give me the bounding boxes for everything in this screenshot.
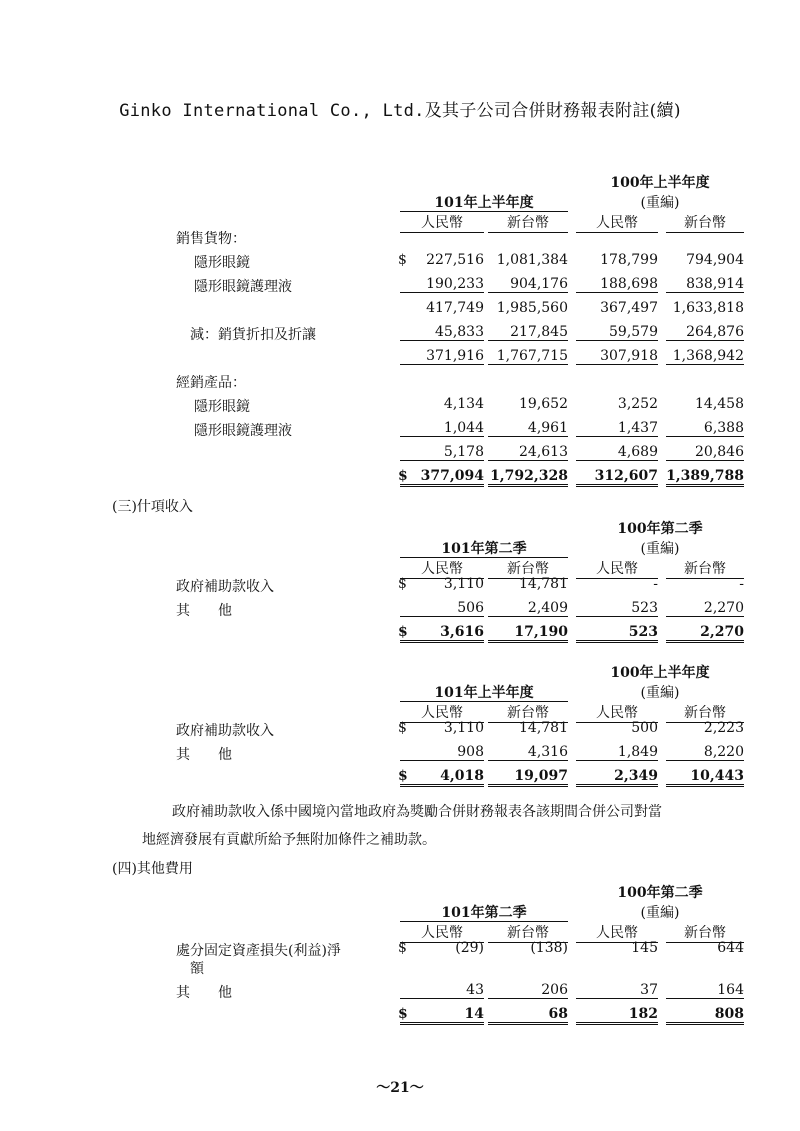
misc-h1-row2-val-3: 8,220 — [666, 744, 744, 761]
sales-net-1-val-2: 307,918 — [576, 348, 658, 365]
misc-h1-table-current-underline — [400, 701, 568, 702]
sales-subtotal-2-val-1: 24,613 — [488, 444, 568, 461]
other-q2-table-col-ntd-1: 新台幣 — [488, 922, 568, 943]
misc-h1-row2-label: 其 他 — [176, 747, 232, 763]
sales-contact-val-0: 227,516 — [426, 252, 484, 268]
sales-subtotal-1-val-1: 1,985,560 — [496, 300, 568, 316]
misc-h1-row2-val-2: 1,849 — [576, 744, 658, 761]
misc-h1-row1-val-2: 500 — [631, 720, 658, 736]
page-title — [0, 96, 800, 121]
misc-q2-row1-label: 政府補助款收入 — [176, 579, 274, 595]
other-q2-row1-dollar: $ — [398, 940, 407, 956]
sales-contact2-label: 隱形眼鏡 — [194, 399, 250, 415]
sales-total-dollar: $ — [398, 468, 408, 484]
sales-total-val-2: 312,607 — [576, 468, 658, 487]
misc-q2-row2-label: 其 他 — [176, 603, 232, 619]
misc-q2-row2-val-1: 2,409 — [488, 600, 568, 617]
other-q2-row2-val-2: 37 — [576, 982, 658, 999]
other-q2-total-val-1: 68 — [488, 1006, 568, 1025]
misc-q2-row1-dollar: $ — [398, 576, 407, 592]
misc-q2-table-prior-period: 100年第二季 — [617, 521, 703, 537]
sales-table-current-period: 101年上半年度 — [434, 195, 534, 211]
misc-h1-table-col-rmb-2: 人民幣 — [576, 702, 658, 723]
misc-q2-total-val-2: 523 — [576, 624, 658, 643]
other-q2-table-prior-restated: (重編) — [640, 905, 680, 921]
sales-total-val-1: 1,792,328 — [488, 468, 568, 487]
sales-net-1-val-0: 371,916 — [400, 348, 484, 365]
sales-table-col-ntd-3: 新台幣 — [666, 212, 744, 233]
sales-subtotal-1-val-0: 417,749 — [426, 300, 484, 316]
other-q2-total-dollar: $ — [398, 1006, 408, 1022]
other-q2-row2-val-0: 43 — [400, 982, 484, 999]
misc-h1-row1-dollar: $ — [398, 720, 407, 736]
misc-h1-total-val-3: 10,443 — [666, 768, 744, 787]
note-paragraph-line-1: 政府補助款收入係中國境內當地政府為獎勵合併財務報表各該期間合併公司對當 — [172, 804, 662, 820]
misc-h1-total-val-2: 2,349 — [576, 768, 658, 787]
sales-table-col-rmb-2: 人民幣 — [576, 212, 658, 233]
misc-q2-row2-val-0: 506 — [400, 600, 484, 617]
misc-h1-table-col-rmb-0: 人民幣 — [400, 702, 484, 723]
misc-h1-table-prior-period: 100年上半年度 — [610, 665, 710, 681]
sales-total-val-3: 1,389,788 — [666, 468, 744, 487]
misc-h1-total-dollar: $ — [398, 768, 408, 784]
other-q2-table-col-rmb-2: 人民幣 — [576, 922, 658, 943]
misc-h1-total-val-1: 19,097 — [488, 768, 568, 787]
sales-contact-label: 隱形眼鏡 — [194, 255, 250, 271]
sales-subtotal-1-val-2: 367,497 — [600, 300, 658, 316]
sales-contact2-val-3: 14,458 — [695, 396, 744, 412]
sales-contact2-val-0: 4,134 — [443, 396, 484, 412]
sales-solution2-label: 隱形眼鏡護理液 — [194, 423, 292, 439]
misc-h1-row1-val-3: 2,223 — [703, 720, 744, 736]
sales-solution-val-0: 190,233 — [400, 276, 484, 293]
misc-q2-table-col-ntd-1: 新台幣 — [488, 558, 568, 579]
company-name: Ginko International Co., Ltd. — [119, 101, 425, 121]
misc-q2-table-prior-restated: (重編) — [640, 541, 680, 557]
sales-section-goods: 銷售貨物： — [176, 231, 246, 247]
other-q2-table-col-ntd-3: 新台幣 — [666, 922, 744, 943]
other-q2-row1-label-a: 處分固定資產損失(利益)淨 — [176, 943, 341, 959]
sales-solution-val-1: 904,176 — [488, 276, 568, 293]
other-expense-heading: (四)其他費用 — [112, 861, 193, 877]
sales-contact-val-1: 1,081,384 — [496, 252, 568, 268]
sales-less-val-1: 217,845 — [488, 324, 568, 341]
misc-q2-row2-val-2: 523 — [576, 600, 658, 617]
misc-q2-total-val-1: 17,190 — [488, 624, 568, 643]
other-q2-row2-label: 其 他 — [176, 985, 232, 1001]
other-q2-table-prior-period: 100年第二季 — [617, 885, 703, 901]
misc-q2-row2-val-3: 2,270 — [666, 600, 744, 617]
misc-q2-total-val-0: 3,616 — [400, 624, 484, 643]
other-q2-total-val-3: 808 — [666, 1006, 744, 1025]
sales-contact2-val-2: 3,252 — [617, 396, 658, 412]
misc-q2-total-val-3: 2,270 — [666, 624, 744, 643]
other-q2-row1-val-0: (29) — [455, 940, 484, 956]
misc-h1-row2-val-1: 4,316 — [488, 744, 568, 761]
misc-h1-table-col-ntd-1: 新台幣 — [488, 702, 568, 723]
sales-solution-val-3: 838,914 — [666, 276, 744, 293]
other-q2-row2-val-1: 206 — [488, 982, 568, 999]
other-q2-row1-val-3: 644 — [717, 940, 744, 956]
other-q2-table-current-period: 101年第二季 — [441, 905, 527, 921]
misc-q2-row1-val-2: - — [653, 576, 658, 592]
misc-h1-table-col-ntd-3: 新台幣 — [666, 702, 744, 723]
sales-table-prior-period: 100年上半年度 — [610, 175, 710, 191]
note-paragraph-line-2: 地經濟發展有貢獻所給予無附加條件之補助款。 — [142, 832, 436, 848]
sales-subtotal-2-val-2: 4,689 — [576, 444, 658, 461]
sales-net-1-val-1: 1,767,715 — [488, 348, 568, 365]
sales-contact-val-2: 178,799 — [600, 252, 658, 268]
misc-q2-table-current-period: 101年第二季 — [441, 541, 527, 557]
misc-h1-row1-label: 政府補助款收入 — [176, 723, 274, 739]
sales-contact-val-3: 794,904 — [686, 252, 744, 268]
other-q2-row1-val-2: 145 — [631, 940, 658, 956]
sales-solution2-val-0: 1,044 — [400, 420, 484, 437]
sales-table-prior-restated: (重編) — [640, 195, 680, 211]
sales-subtotal-1-val-3: 1,633,818 — [672, 300, 744, 316]
misc-q2-table-col-rmb-2: 人民幣 — [576, 558, 658, 579]
misc-h1-table-current-period: 101年上半年度 — [434, 685, 534, 701]
misc-q2-row1-val-1: 14,781 — [519, 576, 568, 592]
sales-solution2-val-1: 4,961 — [488, 420, 568, 437]
page-number: ～21～ — [376, 1080, 424, 1096]
sales-less-val-0: 45,833 — [400, 324, 484, 341]
misc-h1-table-prior-restated: (重編) — [640, 685, 680, 701]
misc-q2-row1-val-0: 3,110 — [443, 576, 484, 592]
sales-section-dist: 經銷產品： — [176, 375, 246, 391]
sales-subtotal-2-val-3: 20,846 — [666, 444, 744, 461]
misc-q2-row1-val-3: - — [739, 576, 744, 592]
sales-less-val-2: 59,579 — [576, 324, 658, 341]
misc-q2-total-dollar: $ — [398, 624, 408, 640]
sales-less-label: 減：銷貨折扣及折讓 — [190, 327, 316, 343]
misc-q2-table-col-rmb-0: 人民幣 — [400, 558, 484, 579]
sales-less-val-3: 264,876 — [666, 324, 744, 341]
sales-solution-val-2: 188,698 — [576, 276, 658, 293]
sales-contact2-val-1: 19,652 — [519, 396, 568, 412]
other-q2-table-current-underline — [400, 921, 568, 922]
title-suffix: 及其子公司合併財務報表附註(續) — [424, 101, 681, 121]
sales-table-col-rmb-0: 人民幣 — [400, 212, 484, 233]
sales-solution2-val-3: 6,388 — [666, 420, 744, 437]
sales-subtotal-2-val-0: 5,178 — [400, 444, 484, 461]
other-q2-row1-label-b: 額 — [190, 961, 204, 977]
sales-net-1-val-3: 1,368,942 — [666, 348, 744, 365]
sales-table-current-underline — [400, 211, 568, 212]
misc-income-heading: (三)什項收入 — [112, 499, 193, 515]
other-q2-row2-val-3: 164 — [666, 982, 744, 999]
sales-contact-dollar: $ — [398, 252, 407, 268]
sales-solution2-val-2: 1,437 — [576, 420, 658, 437]
sales-solution-label: 隱形眼鏡護理液 — [194, 279, 292, 295]
misc-q2-table-current-underline — [400, 557, 568, 558]
misc-q2-table-col-ntd-3: 新台幣 — [666, 558, 744, 579]
other-q2-total-val-0: 14 — [400, 1006, 484, 1025]
misc-h1-total-val-0: 4,018 — [400, 768, 484, 787]
sales-table-col-ntd-1: 新台幣 — [488, 212, 568, 233]
other-q2-row1-val-1: (138) — [530, 940, 568, 956]
misc-h1-row2-val-0: 908 — [400, 744, 484, 761]
sales-total-val-0: 377,094 — [400, 468, 484, 487]
other-q2-table-col-rmb-0: 人民幣 — [400, 922, 484, 943]
misc-h1-row1-val-0: 3,110 — [443, 720, 484, 736]
other-q2-total-val-2: 182 — [576, 1006, 658, 1025]
misc-h1-row1-val-1: 14,781 — [519, 720, 568, 736]
